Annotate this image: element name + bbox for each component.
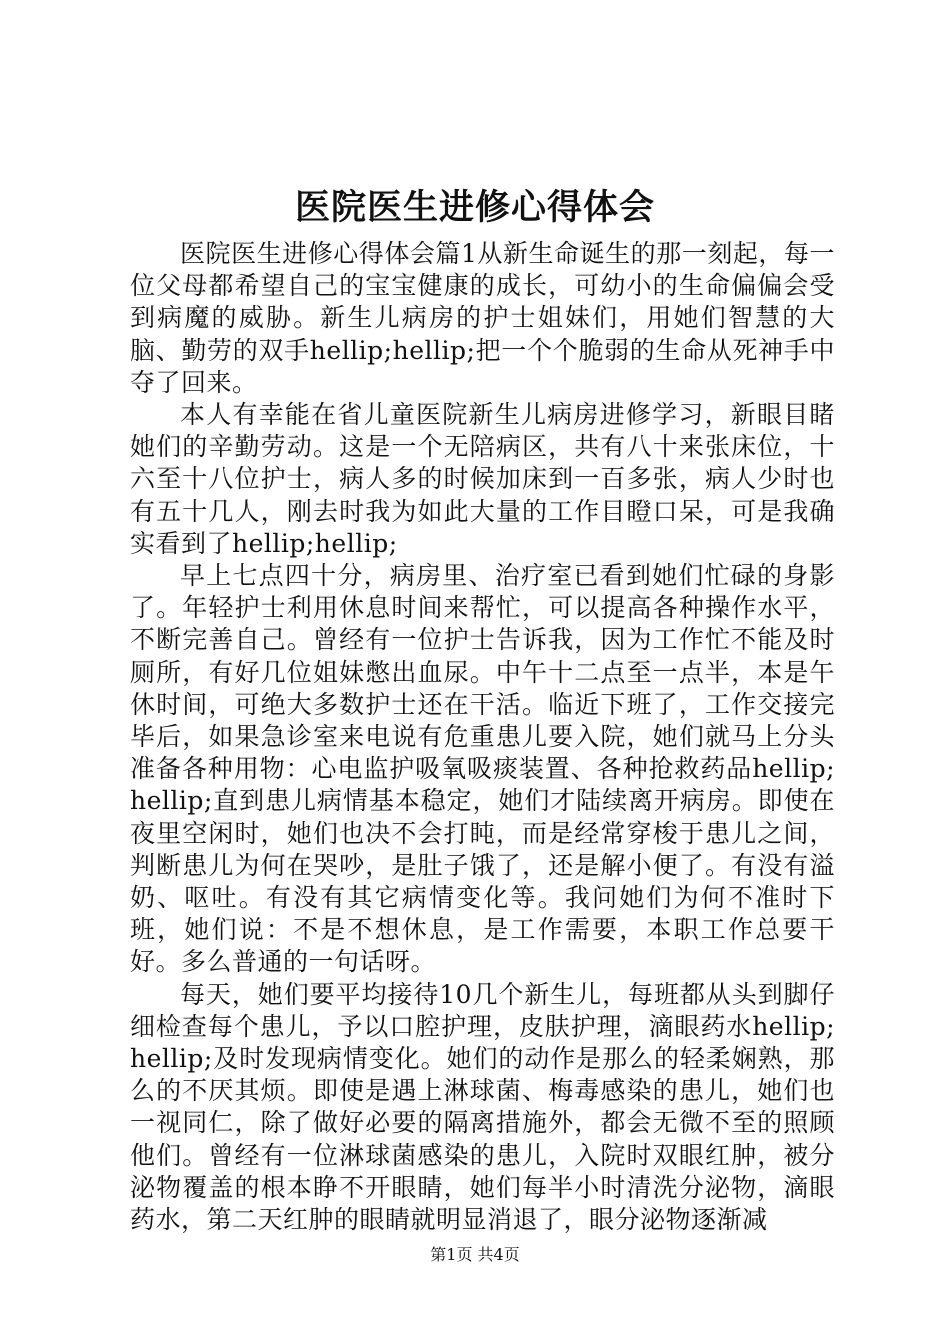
- paragraph-1: 医院医生进修心得体会篇1从新生命诞生的那一刻起，每一位父母都希望自己的宝宝健康的成长，可幼小的生命偏偏会受到病魔的威胁。新生儿病房的护士姐妹们，用她们智慧的大脑、勤劳的双手hellip;hellip;把一个个脆弱的生命从死神手中夺了回来。: [130, 239, 835, 397]
- paragraph-4: 每天，她们要平均接待10几个新生儿，每班都从头到脚仔细检查每个患儿，予以口腔护理，皮肤护理，滴眼药水hellip;hellip;及时发现病情变化。她们的动作是那么的轻柔娴熟，那么的不厌其烦。即使是遇上淋球菌、梅毒感染的患儿，她们也一视同仁，除了做好必要的隔离措施外，都会无微不至的照顾他们。曾经有一位淋球菌感染的患儿，入院时双眼红肿，被分泌物覆盖的根本睁不开眼睛，她们每半小时清洗分泌物，滴眼药水，第二天红肿的眼睛就明显消退了，眼分泌物逐渐减: [130, 979, 835, 1235]
- paragraph-2: 本人有幸能在省儿童医院新生儿病房进修学习，新眼目睹她们的辛勤劳动。这是一个无陪病区，共有八十来张床位，十六至十八位护士，病人多的时候加床到一百多张，病人少时也有五十几人，刚去时我为如此大量的工作目瞪口呆，可是我确实看到了hellip;hellip;: [130, 400, 835, 558]
- page-number-footer: 第1页 共4页: [430, 1245, 520, 1264]
- document-title: 医院医生进修心得体会: [294, 187, 655, 228]
- document-body: [130, 238, 835, 1236]
- paragraph-3: 早上七点四十分，病房里、治疗室已看到她们忙碌的身影了。年轻护士利用休息时间来帮忙，可以提高各种操作水平，不断完善自己。曾经有一位护士告诉我，因为工作忙不能及时厕所，有好几位姐妹憋出血尿。中午十二点至一点半，本是午休时间，可绝大多数护士还在干活。临近下班了，工作交接完毕后，如果急诊室来电说有危重患儿要入院，她们就马上分头准备各种用物：心电监护吸氧吸痰装置、各种抢救药品hellip;hellip;直到患儿病情基本稳定，她们才陆续离开病房。即使在夜里空闲时，她们也决不会打盹，而是经常穿梭于患儿之间，判断患儿为何在哭吵，是肚子饿了，还是解小便了。有没有溢奶、呕吐。有没有其它病情变化等。我问她们为何不准时下班，她们说：不是不想休息，是工作需要，本职工作总要干好。多么普通的一句话呀。: [130, 561, 835, 977]
